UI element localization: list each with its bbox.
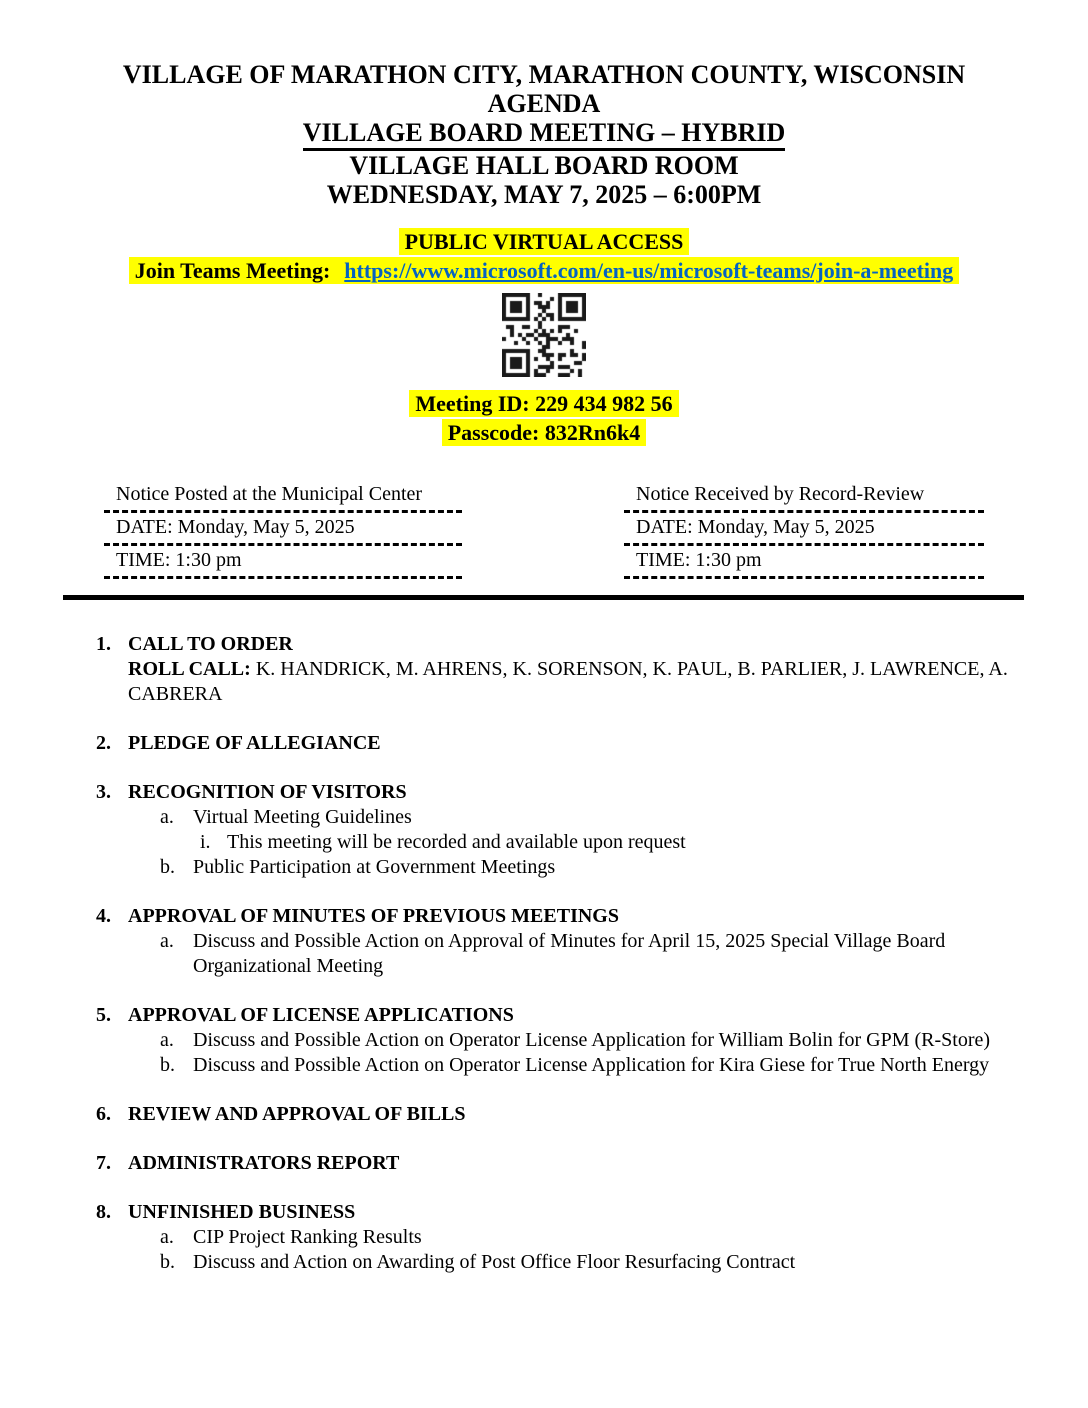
notice-posted-time: TIME: 1:30 pm (104, 546, 462, 579)
qr-code-image (502, 293, 586, 377)
join-teams-label: Join Teams Meeting: (134, 258, 331, 283)
sub-label: a. (160, 1029, 174, 1051)
roll-call-label: ROLL CALL: (128, 658, 251, 680)
agenda-item-license-applications (64, 1003, 1024, 1078)
sub-item (128, 1028, 1024, 1053)
sub-item (128, 855, 1024, 880)
virtual-access-heading-highlight: PUBLIC VIRTUAL ACCESS (399, 228, 690, 255)
sub-text: Discuss and Possible Action on Approval of Minutes for April 15, 2025 Special Village Board Organizational Meeting (193, 930, 946, 977)
item-number: 6. (96, 1103, 111, 1125)
roll-call-line (128, 657, 1024, 707)
notice-received-table (624, 480, 984, 579)
notice-posted-title: Notice Posted at the Municipal Center (104, 480, 462, 513)
sub-text: This meeting will be recorded and available upon request (227, 831, 686, 853)
item-number: 2. (96, 732, 111, 754)
sub-label: a. (160, 806, 174, 828)
sub-label: b. (160, 1054, 175, 1076)
item-title: UNFINISHED BUSINESS (128, 1201, 356, 1223)
passcode-highlight: Passcode: 832Rn6k4 (442, 419, 647, 446)
sub-label: a. (160, 930, 174, 952)
notice-posted-date: DATE: Monday, May 5, 2025 (104, 513, 462, 546)
sub-text: Discuss and Action on Awarding of Post Office Floor Resurfacing Contract (193, 1251, 796, 1273)
meeting-id-highlight: Meeting ID: 229 434 982 56 (409, 390, 678, 417)
item-number: 3. (96, 781, 111, 803)
join-teams-highlight (129, 257, 960, 284)
sub-text: Discuss and Possible Action on Operator License Application for William Bolin for GPM (R-Store) (193, 1029, 991, 1051)
roll-call-names: K. HANDRICK, M. AHRENS, K. SORENSON, K. PAUL, B. PARLIER, J. LAWRENCE, A. CABRERA (128, 658, 1008, 705)
header-location-line: VILLAGE HALL BOARD ROOM (349, 151, 739, 180)
sub-label: b. (160, 856, 175, 878)
agenda-item-administrators-report (64, 1151, 1024, 1176)
agenda-item-unfinished-business (64, 1200, 1024, 1275)
notice-received-time: TIME: 1:30 pm (624, 546, 984, 579)
item-number: 8. (96, 1201, 111, 1223)
item-title: REVIEW AND APPROVAL OF BILLS (128, 1103, 466, 1125)
section-divider-rule (63, 595, 1024, 600)
meeting-type-underlined-text: VILLAGE BOARD MEETING – HYBRID (303, 118, 786, 151)
agenda-item-approval-of-minutes (64, 904, 1024, 979)
virtual-access-section (0, 229, 1088, 285)
join-teams-line (0, 257, 1088, 285)
sub-item (128, 1225, 1024, 1250)
sub-sub-item (128, 830, 1024, 855)
sub-text: Virtual Meeting Guidelines (193, 806, 412, 828)
notice-tables (104, 480, 1088, 579)
notice-received-date: DATE: Monday, May 5, 2025 (624, 513, 984, 546)
agenda-list (64, 632, 1024, 1275)
item-number: 7. (96, 1152, 111, 1174)
agenda-item-review-bills (64, 1102, 1024, 1127)
sub-label: b. (160, 1251, 175, 1273)
agenda-item-pledge (64, 731, 1024, 756)
item-title: ADMINISTRATORS REPORT (128, 1152, 400, 1174)
qr-code-container (0, 293, 1088, 382)
item-title: APPROVAL OF LICENSE APPLICATIONS (128, 1004, 514, 1026)
document-header (0, 60, 1088, 209)
sub-item (128, 805, 1024, 830)
agenda-item-call-to-order (64, 632, 1024, 707)
virtual-access-heading (0, 229, 1088, 255)
item-title: CALL TO ORDER (128, 633, 293, 655)
passcode-line (0, 419, 1088, 446)
item-title: PLEDGE OF ALLEGIANCE (128, 732, 381, 754)
sub-text: CIP Project Ranking Results (193, 1226, 422, 1248)
notice-posted-table (104, 480, 462, 579)
sub-label: i. (200, 831, 211, 853)
header-meeting-type-line (0, 118, 1088, 151)
sub-item (128, 1053, 1024, 1078)
sub-text: Discuss and Possible Action on Operator License Application for Kira Giese for True North Energy (193, 1054, 990, 1076)
sub-label: a. (160, 1226, 174, 1248)
meeting-credentials (0, 390, 1088, 446)
teams-meeting-link[interactable]: https://www.microsoft.com/en-us/microsoft-teams/join-a-meeting (344, 258, 954, 283)
agenda-item-recognition-of-visitors (64, 780, 1024, 880)
sub-text: Public Participation at Government Meetings (193, 856, 556, 878)
item-number: 1. (96, 633, 111, 655)
header-datetime-line: WEDNESDAY, MAY 7, 2025 – 6:00PM (326, 180, 762, 209)
sub-item (128, 1250, 1024, 1275)
item-title: APPROVAL OF MINUTES OF PREVIOUS MEETINGS (128, 905, 619, 927)
item-number: 4. (96, 905, 111, 927)
item-title: RECOGNITION OF VISITORS (128, 781, 407, 803)
meeting-id-line (0, 390, 1088, 417)
header-village-line: VILLAGE OF MARATHON CITY, MARATHON COUNTY, WISCONSIN (122, 60, 966, 89)
sub-item (128, 929, 1024, 979)
item-number: 5. (96, 1004, 111, 1026)
header-agenda-line: AGENDA (487, 89, 601, 118)
notice-received-title: Notice Received by Record-Review (624, 480, 984, 513)
